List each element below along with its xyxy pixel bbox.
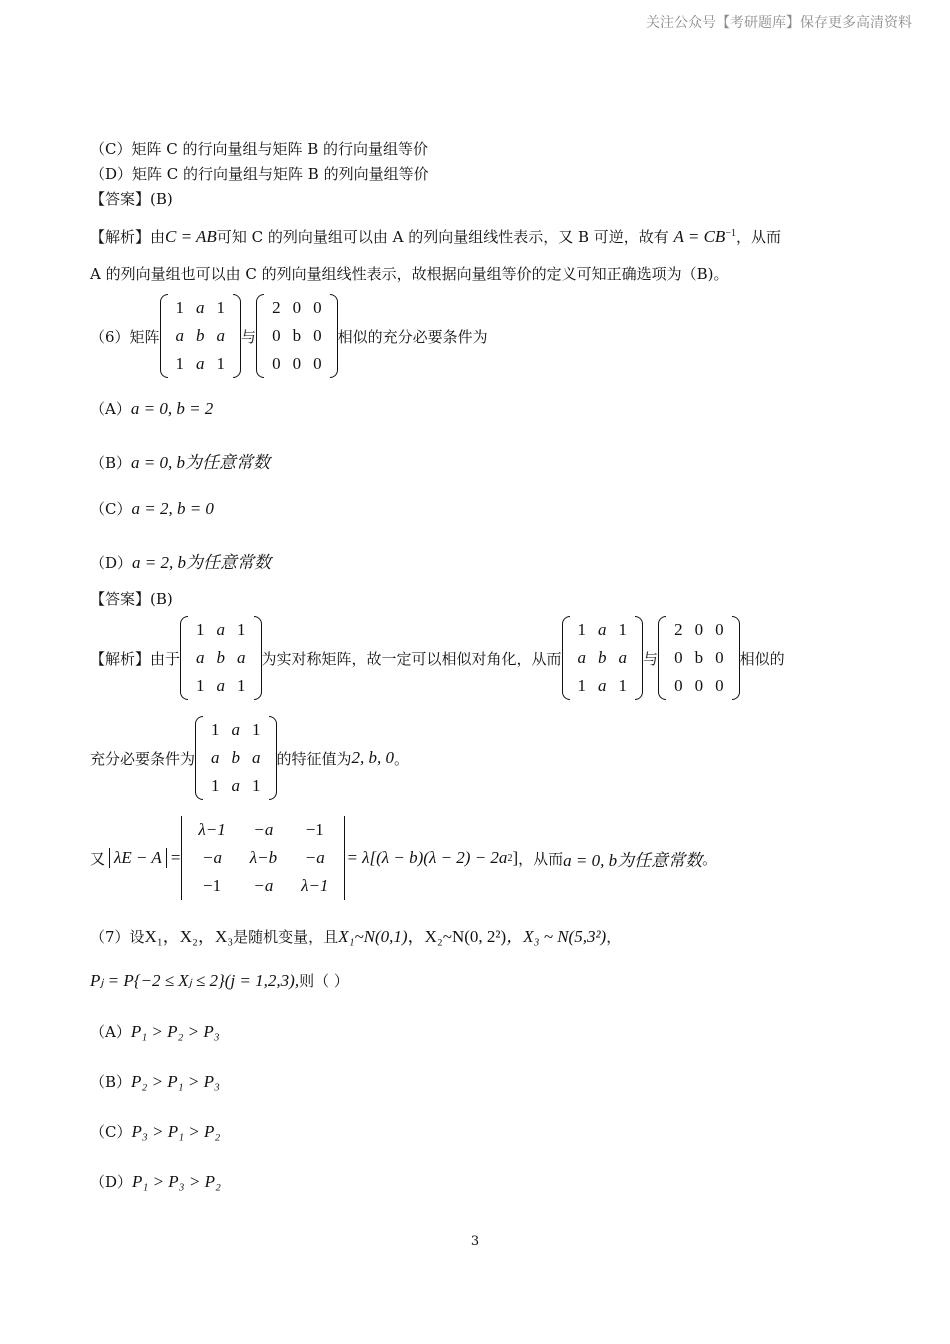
- equation: A = CB: [673, 227, 726, 246]
- det-rhs: = λ[(λ − b)(λ − 2) − 2a: [346, 848, 508, 867]
- q6-answer: 【答案】(B): [90, 590, 173, 608]
- q7-stem-line1: （7）设X₁，X₂，X₃是随机变量，且X₁~N(0,1)，X₂~N(0, 2²)，X₃ ~ N(5,3²)，: [90, 927, 622, 946]
- page-number: 3: [470, 1234, 480, 1249]
- q7-option-b: （B）P₂ > P₁ > P₃: [90, 1072, 220, 1091]
- q7-option-c: （C）P₃ > P₁ > P₂: [90, 1122, 221, 1141]
- q6-option-c: （C）a = 2, b = 0: [90, 499, 214, 518]
- q6-determinant-line: 又 λE − A = λ−1 −a −1 −a λ−b −a −1 −a λ−1 = λ[(λ − b)(λ − 2) − 2a 2 ] ，从而 a = 0, b为任意常数 。: [90, 816, 717, 900]
- analysis-text: 相似的: [739, 649, 785, 668]
- analysis-text: ，从而: [735, 228, 781, 246]
- analysis-text: 又: [90, 849, 106, 868]
- q6-option-b: （B）a = 0, b为任意常数: [90, 453, 271, 472]
- analysis-text: 可知 C 的列向量组可以由 A 的列向量组线性表示，又 B 可逆，故有: [216, 228, 669, 246]
- eigenvalues: 2, b, 0: [351, 748, 395, 767]
- question-number: （7）设: [90, 928, 145, 946]
- q5-answer: 【答案】(B): [90, 190, 173, 208]
- stem-text: 与: [241, 327, 257, 346]
- q7-option-d: （D）P₁ > P₃ > P₂: [90, 1172, 221, 1191]
- matrix-a: 1 a 1 a b a 1 a 1: [160, 294, 242, 378]
- det-lhs: λE − A: [109, 848, 167, 868]
- analysis-text: 由于: [150, 649, 181, 668]
- analysis-text: 为实对称矩阵，故一定可以相似对角化，从而: [261, 649, 562, 668]
- analysis-text: 充分必要条件为: [90, 749, 196, 768]
- q5-analysis-line2: A 的列向量组也可以由 C 的列向量组线性表示，故根据向量组等价的定义可知正确选项为（B)。: [90, 265, 729, 283]
- q5-analysis-line1: [90, 226, 781, 247]
- matrix-b: 2 0 0 0 b 0 0 0 0: [658, 616, 740, 700]
- q7-option-a: （A）P₁ > P₂ > P₃: [90, 1022, 220, 1041]
- q6-analysis-line1: [90, 616, 785, 700]
- analysis-label: 【解析】: [90, 649, 151, 668]
- analysis-text: 的特征值为: [276, 749, 352, 768]
- analysis-label: 【解析】: [90, 228, 151, 246]
- matrix-a: 1 a 1 a b a 1 a 1: [195, 716, 277, 800]
- result: a = 0, b为任意常数: [563, 850, 703, 870]
- q6-stem: [90, 294, 488, 378]
- q7-stem-line2: Pⱼ = P{−2 ≤ Xⱼ ≤ 2}(j = 1,2,3),则（ ）: [90, 971, 349, 990]
- analysis-text: 由: [150, 228, 166, 246]
- analysis-text: ，从而: [518, 849, 564, 868]
- q6-option-a: （A）a = 0, b = 2: [90, 399, 214, 418]
- q6-option-d: （D）a = 2, b为任意常数: [90, 553, 272, 572]
- q5-option-d: （D）矩阵 C 的行向量组与矩阵 B 的列向量组等价: [90, 165, 429, 183]
- matrix-a: 1 a 1 a b a 1 a 1: [562, 616, 644, 700]
- matrix-a: 1 a 1 a b a 1 a 1: [180, 616, 262, 700]
- matrix-b: 2 0 0 0 b 0 0 0 0: [256, 294, 338, 378]
- question-number: （6）矩阵: [90, 327, 160, 346]
- analysis-text: 与: [643, 649, 659, 668]
- equation: C = AB: [165, 227, 217, 246]
- determinant: λ−1 −a −1 −a λ−b −a −1 −a λ−1: [180, 816, 346, 900]
- superscript: −1: [725, 228, 736, 239]
- watermark: 关注公众号【考研题库】保存更多高清资料: [646, 15, 912, 31]
- q6-analysis-line2: 充分必要条件为 1 a 1 a b a 1 a 1 的特征值为 2, b, 0 。: [90, 716, 409, 800]
- stem-text: 相似的充分必要条件为: [337, 327, 488, 346]
- q5-option-c: （C）矩阵 C 的行向量组与矩阵 B 的行向量组等价: [90, 140, 429, 158]
